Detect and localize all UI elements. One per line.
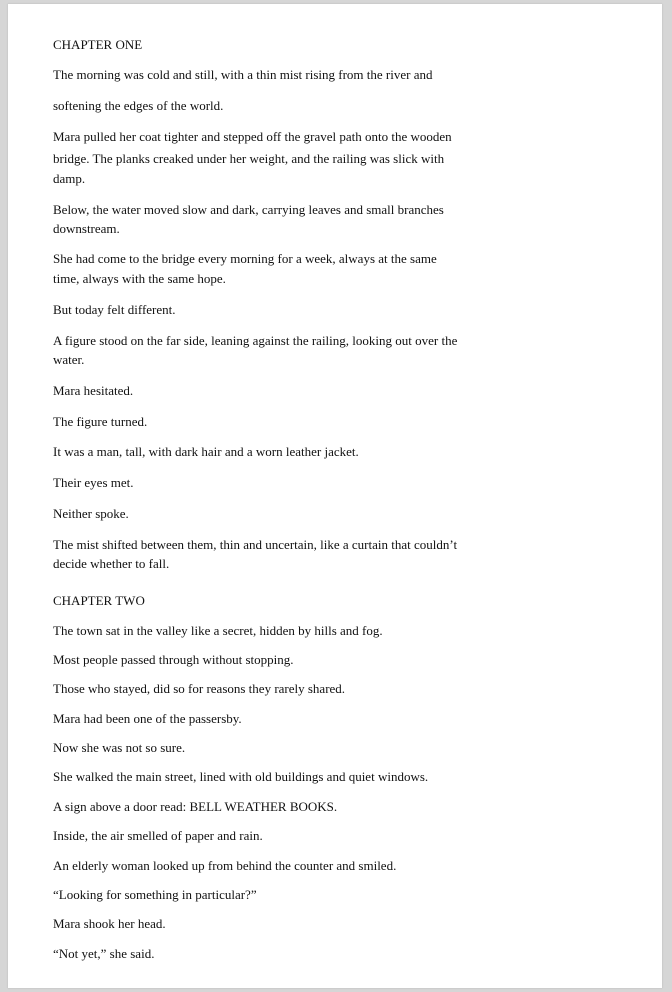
paragraph-line: Below, the water moved slow and dark, carrying leaves and small branches bbox=[53, 202, 444, 217]
paragraph-line: A figure stood on the far side, leaning against the railing, looking out over the bbox=[53, 333, 458, 348]
paragraph-line: Those who stayed, did so for reasons they rarely shared. bbox=[53, 681, 346, 696]
paragraph-line: Neither spoke. bbox=[53, 506, 129, 521]
chapter-two-heading: CHAPTER TWO bbox=[53, 593, 145, 608]
paragraph-line: bridge. The planks creaked under her weight, and the railing was slick with bbox=[53, 151, 445, 166]
paragraph-line: An elderly woman looked up from behind the counter and smiled. bbox=[53, 858, 397, 873]
paragraph-line: She had come to the bridge every morning for a week, always at the same bbox=[53, 251, 437, 266]
paragraph-line: decide whether to fall. bbox=[53, 556, 170, 571]
paragraph-line: Mara pulled her coat tighter and stepped off the gravel path onto the wooden bbox=[53, 129, 452, 144]
paragraph-line: “Not yet,” she said. bbox=[53, 946, 155, 961]
paragraph-line: softening the edges of the world. bbox=[53, 98, 224, 113]
paragraph-line: Now she was not so sure. bbox=[53, 740, 186, 755]
paragraph-line: “Looking for something in particular?” bbox=[53, 887, 257, 902]
paragraph-line: Their eyes met. bbox=[53, 475, 134, 490]
paragraph-line: Mara had been one of the passersby. bbox=[53, 711, 242, 726]
paragraph-line: Most people passed through without stopping. bbox=[53, 652, 294, 667]
paragraph-line: water. bbox=[53, 352, 85, 367]
paragraph-line: The town sat in the valley like a secret, hidden by hills and fog. bbox=[53, 623, 383, 638]
paragraph-line: She walked the main street, lined with old buildings and quiet windows. bbox=[53, 769, 429, 784]
paragraph-line: It was a man, tall, with dark hair and a worn leather jacket. bbox=[53, 444, 359, 459]
paragraph-line: The morning was cold and still, with a thin mist rising from the river and bbox=[53, 67, 433, 82]
paragraph-line: A sign above a door read: BELL WEATHER BOOKS. bbox=[53, 799, 338, 814]
paragraph-line: downstream. bbox=[53, 221, 120, 236]
paragraph-line: The mist shifted between them, thin and uncertain, like a curtain that couldn’t bbox=[53, 537, 458, 552]
paragraph-line: But today felt different. bbox=[53, 302, 176, 317]
paragraph-line: Inside, the air smelled of paper and rain. bbox=[53, 828, 263, 843]
paragraph-line: Mara shook her head. bbox=[53, 916, 166, 931]
paragraph-line: The figure turned. bbox=[53, 414, 148, 429]
paragraph-line: Mara hesitated. bbox=[53, 383, 134, 398]
paragraph-line: time, always with the same hope. bbox=[53, 271, 226, 286]
chapter-one-heading: CHAPTER ONE bbox=[53, 37, 143, 52]
document-page bbox=[8, 4, 662, 988]
paragraph-line: damp. bbox=[53, 171, 86, 186]
